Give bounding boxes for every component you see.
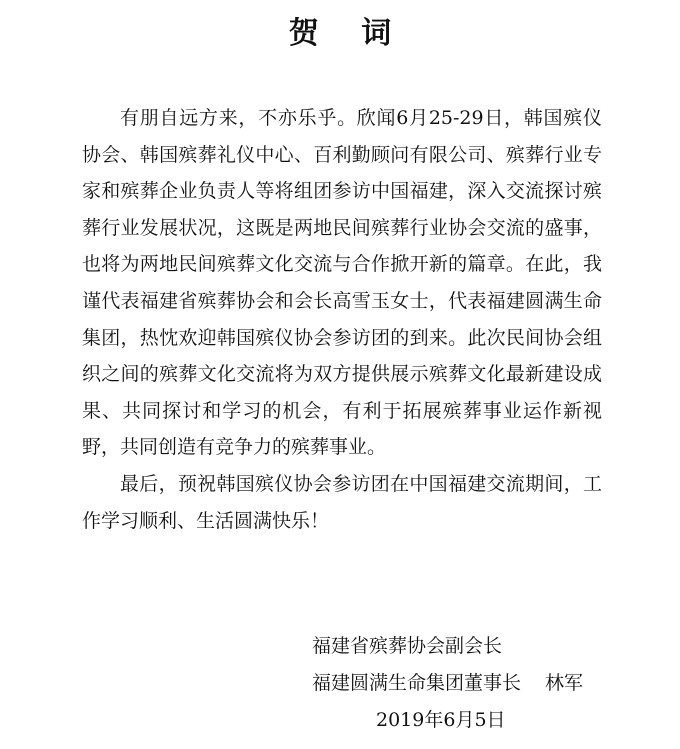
signature-title-line-2 [312,665,652,702]
body-paragraph-1: 有朋自远方来，不亦乐乎。欣闻6月25-29日，韩国殡仪协会、韩国殡葬礼仪中心、百利勤顾问有限公司、殡葬行业专家和殡葬企业负责人等将组团参访中国福建，深入交流探讨殡葬行业发展状况，这既是两地民间殡葬行业协会交流的盛事，也将为两地民间殡葬文化交流与合作掀开新的篇章。在此，我谨代表福建省殡葬协会和会长高雪玉女士，代表福建圆满生命集团，热忱欢迎韩国殡仪协会参访团的到来。此次民间协会组织之间的殡葬文化交流将为双方提供展示殡葬文化最新建设成果、共同探讨和学习的机会，有利于拓展殡葬事业运作新视野，共同创造有竞争力的殡葬事业。 [82,107,602,459]
signatory-name: 林军 [545,672,584,694]
signature-title-2: 福建圆满生命集团董事长 [312,672,522,694]
signature-block [312,628,652,739]
signature-date: 2019年6月5日 [376,709,506,731]
document-title: 贺 词 [288,16,408,51]
document-body [82,100,602,539]
body-paragraph-2: 最后，预祝韩国殡仪协会参访团在中国福建交流期间，工作学习顺利、生活圆满快乐！ [82,472,602,532]
signature-title-line-1: 福建省殡葬协会副会长 [312,635,503,657]
